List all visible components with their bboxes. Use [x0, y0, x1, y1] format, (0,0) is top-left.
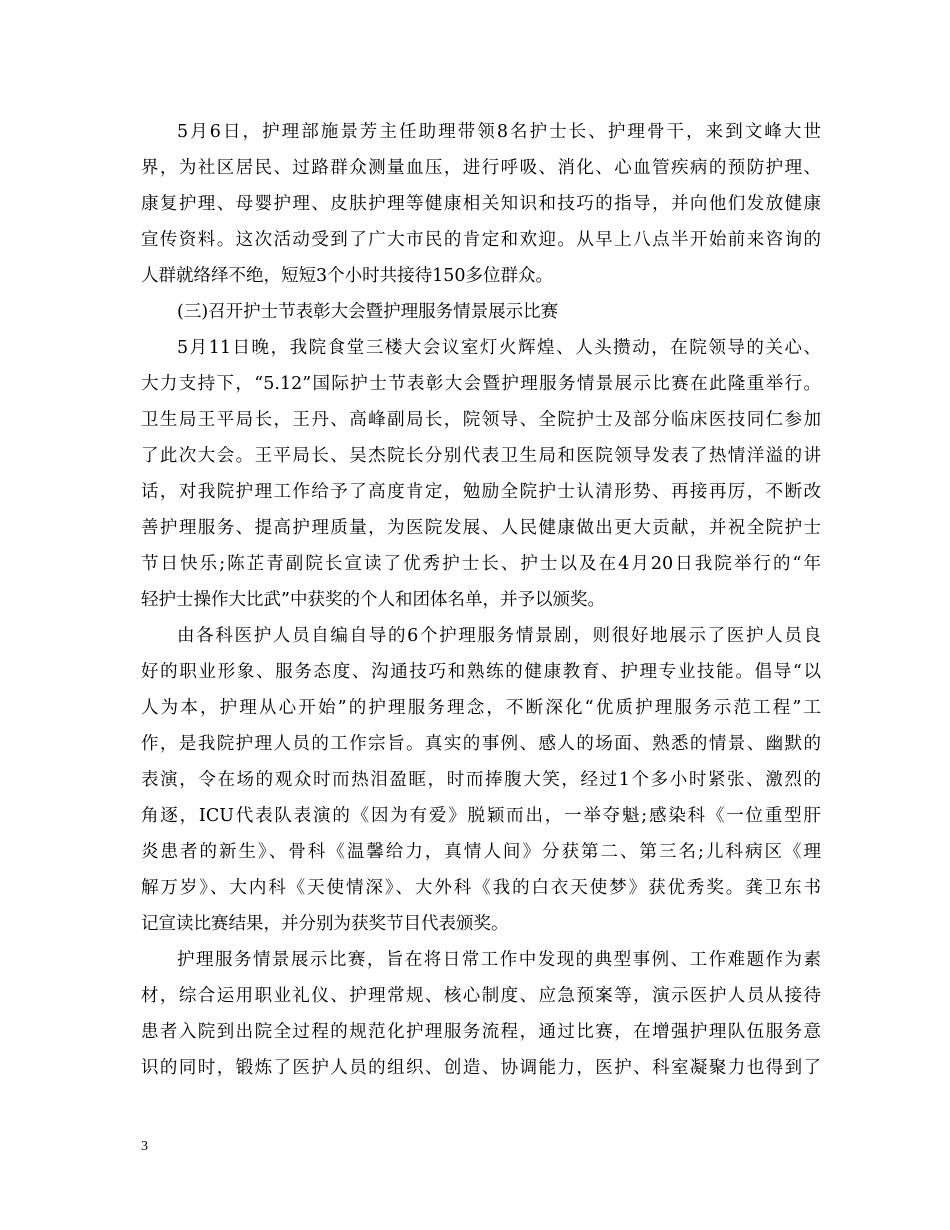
text-line: 大力支持下，“5.12”国际护士节表彰大会暨护理服务情景展示比赛在此隆重举行。 — [141, 374, 821, 394]
text-line: (三)召开护士节表彰大会暨护理服务情景展示比赛 — [177, 302, 559, 322]
text-line: 护理服务情景展示比赛，旨在将日常工作中发现的典型事例、工作难题作为素 — [177, 950, 821, 970]
document-body — [141, 114, 821, 1086]
text-line: 好的职业形象、服务态度、沟通技巧和熟练的健康教育、护理专业技能。倡导“以 — [141, 662, 821, 682]
page-number: 3 — [141, 1139, 148, 1154]
text-line: 材，综合运用职业礼仪、护理常规、核心制度、应急预案等，演示医护人员从接待 — [141, 986, 821, 1006]
text-line: 5月11日晚，我院食堂三楼大会议室灯火辉煌、人头攒动，在院领导的关心、 — [177, 338, 821, 358]
text-line: 节日快乐;陈芷青副院长宣读了优秀护士长、护士以及在4月20日我院举行的“年 — [141, 554, 821, 574]
text-line: 康复护理、母婴护理、皮肤护理等健康相关知识和技巧的指导，并向他们发放健康 — [141, 194, 821, 214]
text-line: 轻护士操作大比武”中获奖的个人和团体名单，并予以颁奖。 — [141, 590, 605, 610]
text-line: 识的同时，锻炼了医护人员的组织、创造、协调能力，医护、科室凝聚力也得到了 — [141, 1058, 821, 1078]
text-line: 话，对我院护理工作给予了高度肯定，勉励全院护士认清形势、再接再厉，不断改 — [141, 482, 821, 502]
text-line: 由各科医护人员自编自导的6个护理服务情景剧，则很好地展示了医护人员良 — [177, 626, 821, 646]
text-line: 善护理服务、提高护理质量，为医院发展、人民健康做出更大贡献，并祝全院护士 — [141, 518, 821, 538]
text-line: 作，是我院护理人员的工作宗旨。真实的事例、感人的场面、熟悉的情景、幽默的 — [141, 734, 821, 754]
text-line: 人为本，护理从心开始”的护理服务理念，不断深化“优质护理服务示范工程”工 — [141, 698, 821, 718]
text-line: 5月6日，护理部施景芳主任助理带领8名护士长、护理骨干，来到文峰大世 — [177, 122, 821, 142]
text-line: 人群就络绎不绝，短短3个小时共接待150多位群众。 — [141, 266, 554, 286]
text-line: 宣传资料。这次活动受到了广大市民的肯定和欢迎。从早上八点半开始前来咨询的 — [141, 230, 821, 250]
text-line: 界，为社区居民、过路群众测量血压，进行呼吸、消化、心血管疾病的预防护理、 — [141, 158, 821, 178]
text-line: 患者入院到出院全过程的规范化护理服务流程，通过比赛，在增强护理队伍服务意 — [141, 1022, 821, 1042]
text-line: 记宣读比赛结果，并分别为获奖节目代表颁奖。 — [141, 914, 509, 934]
text-line: 角逐，ICU代表队表演的《因为有爱》脱颖而出，一举夺魁;感染科《一位重型肝 — [141, 806, 821, 826]
text-line: 卫生局王平局长，王丹、高峰副局长，院领导、全院护士及部分临床医技同仁参加 — [141, 410, 821, 430]
text-line: 炎患者的新生》、骨科《温馨给力，真情人间》分获第二、第三名;儿科病区《理 — [141, 842, 821, 862]
text-line: 了此次大会。王平局长、吴杰院长分别代表卫生局和医院领导发表了热情洋溢的讲 — [141, 446, 821, 466]
text-line: 表演，令在场的观众时而热泪盈眶，时而捧腹大笑，经过1个多小时紧张、激烈的 — [141, 770, 821, 790]
text-line: 解万岁》、大内科《天使情深》、大外科《我的白衣天使梦》获优秀奖。龚卫东书 — [141, 878, 821, 898]
